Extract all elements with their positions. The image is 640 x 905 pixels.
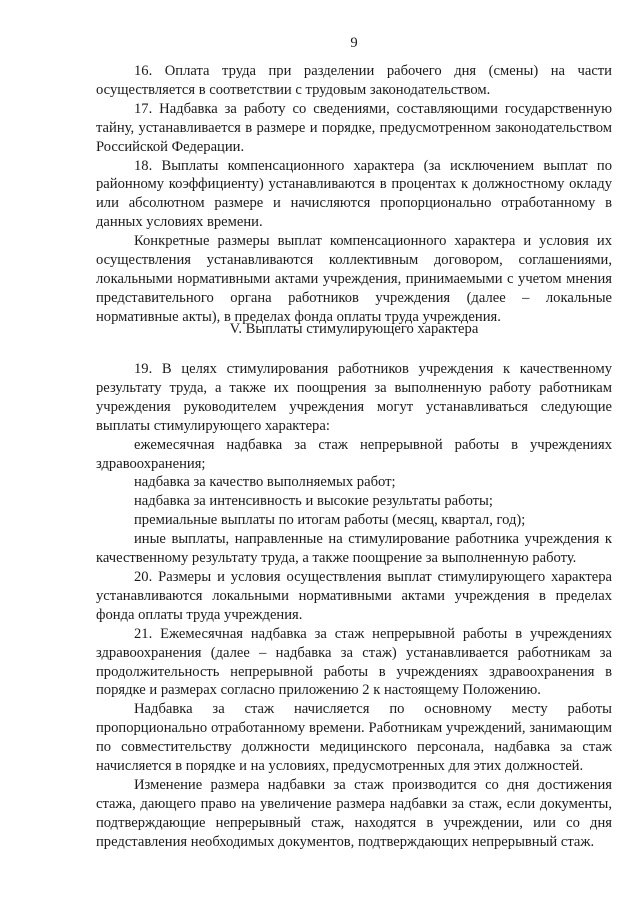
list-item-stazh: ежемесячная надбавка за стаж непрерывной работы в учреждениях здравоохранения;: [96, 436, 612, 472]
list-item-quality: надбавка за качество выполняемых работ;: [134, 474, 396, 491]
paragraph-21: 21. Ежемесячная надбавка за стаж непрерывной работы в учреждениях здравоохранения (далее – надбавка за стаж) устанавливается работникам за продолжительность непрерывной работы в учреждениях здравоохранения в порядке и размерах согласно приложению 2 к настоящему Положению.: [96, 625, 612, 699]
paragraph-21-main-place: Надбавка за стаж начисляется по основному месту работы пропорционально отработанному времени. Работникам учреждений, занимающим по совместительству должности медицинского персонала, надбавка за стаж начисляется в порядке и на условиях, предусмотренных для этих должностей.: [96, 701, 612, 775]
page-number: 9: [350, 35, 358, 51]
section-bottom: [96, 360, 612, 852]
list-item-bonus: премиальные выплаты по итогам работы (месяц, квартал, год);: [134, 512, 526, 529]
paragraph-21-change: Изменение размера надбавки за стаж производится со дня достижения стажа, дающего право на увеличение размера надбавки за стаж, если документы, подтверждающие непрерывный стаж, находятся в учреждении, или со дня представления необходимых документов, подтверждающих непрерывный стаж.: [96, 776, 612, 850]
paragraph-17: 17. Надбавка за работу со сведениями, составляющими государственную тайну, устанавливается в размере и порядке, предусмотренном законодательством Российской Федерации.: [96, 100, 612, 155]
list-item-other: иные выплаты, направленные на стимулирование работника учреждения к качественному результату труда, а также поощрение за выполненную работу.: [96, 531, 612, 567]
paragraph-18-details: Конкретные размеры выплат компенсационного характера и условия их осуществления устанавливаются коллективным договором, соглашениями, локальными нормативными актами учреждения, принимаемыми с учетом мнения представительного органа работников учреждения (далее – локальные нормативные акты), в пределах фонда оплаты труда учреждения.: [96, 233, 612, 325]
paragraph-16: 16. Оплата труда при разделении рабочего дня (смены) на части осуществляется в соответствии с трудовым законодательством.: [96, 63, 612, 98]
paragraph-20: 20. Размеры и условия осуществления выплат стимулирующего характера устанавливаются локальными нормативными актами учреждения в пределах фонда оплаты труда учреждения.: [96, 568, 612, 623]
section-heading: V. Выплаты стимулирующего характера: [229, 321, 479, 337]
list-item-intensity: надбавка за интенсивность и высокие результаты работы;: [134, 493, 493, 510]
paragraph-18: 18. Выплаты компенсационного характера (за исключением выплат по районному коэффициенту) устанавливаются в процентах к должностному окладу или абсолютном размере и начисляются пропорционально отработанному в данных условиях времени.: [96, 157, 612, 231]
paragraph-19: 19. В целях стимулирования работников учреждения к качественному результату труда, а также их поощрения за выполненную работу работникам учреждения руководителем учреждения могут устанавливаться следующие выплаты стимулирующего характера:: [96, 361, 612, 434]
section-top: [96, 62, 612, 327]
